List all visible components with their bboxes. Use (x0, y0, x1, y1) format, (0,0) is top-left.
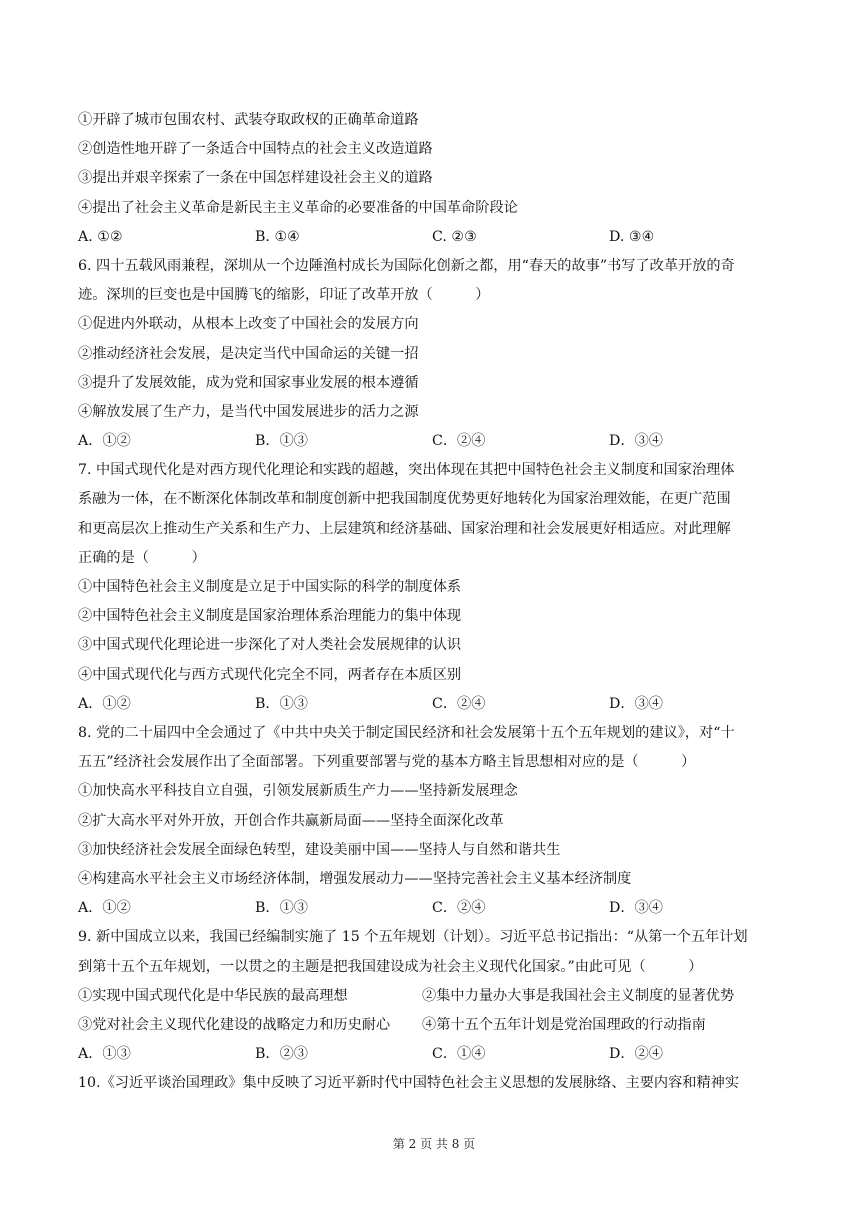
answer-choice-b: B. ①④ (255, 228, 300, 245)
question-stem-line: 系融为一体，在不断深化体制改革和制度创新中把我国制度优势更好地转化为国家治理效能，在更广范围 (78, 491, 731, 508)
answer-choice-d: D．③④ (609, 433, 663, 450)
question-10 (78, 1069, 794, 1098)
option-item: ②集中力量办大事是我国社会主义制度的显著优势 (422, 987, 735, 1004)
option-item: ①促进内外联动，从根本上改变了中国社会的发展方向 (78, 316, 419, 333)
option-item: ①开辟了城市包围农村、武装夺取政权的正确革命道路 (78, 112, 419, 128)
question-stem-line: 6. 四十五载风雨兼程，深圳从一个边陲渔村成长为国际化创新之都，用“春天的故事”书写了改革开放的奇 (78, 257, 735, 274)
question-stem-line: 8. 党的二十届四中全会通过了《中共中央关于制定国民经济和社会发展第十五个五年规划的建议》，对“十 (78, 725, 735, 742)
answer-choice-c: C．②④ (432, 900, 486, 917)
option-item: ②创造性地开辟了一条适合中国特点的社会主义改造道路 (78, 141, 433, 158)
option-item: ③加快经济社会发展全面绿色转型，建设美丽中国——坚持人与自然和谐共生 (78, 841, 561, 858)
answer-choice-a: A．①② (78, 900, 131, 917)
question-stem-line: 和更高层次上推动生产关系和生产力、上层建筑和经济基础、国家治理和社会发展更好相适应。对此理解 (78, 520, 731, 537)
answer-choice-d: D．③④ (609, 900, 663, 917)
option-pair-row (78, 982, 794, 1011)
answer-choice-c: C．②④ (432, 433, 486, 450)
answer-choice-a: A．①② (78, 433, 131, 450)
option-item: ④提出了社会主义革命是新民主主义革命的必要准备的中国革命阶段论 (78, 199, 518, 216)
question-stem-line: 7. 中国式现代化是对西方现代化理论和实践的超越，突出体现在其把中国特色社会主义制度和国家治理体 (78, 462, 735, 479)
option-item: ②扩大高水平对外开放，开创合作共赢新局面——坚持全面深化改革 (78, 812, 504, 829)
answer-choice-b: B．①③ (255, 433, 308, 450)
question-stem-line: 9. 新中国成立以来，我国已经编制实施了 15 个五年规划（计划）。习近平总书记指出：“从第一个五年计划 (78, 929, 748, 946)
question-stem-line: 到第十五个五年规划，一以贯之的主题是把我国建设成为社会主义现代化国家。”由此可见（ ） (78, 958, 703, 975)
option-item: ③党对社会主义现代化建设的战略定力和历史耐心 (78, 1016, 391, 1033)
answer-choice-a: A．①③ (78, 1046, 131, 1063)
option-item: ③中国式现代化理论进一步深化了对人类社会发展规律的认识 (78, 637, 462, 654)
answer-choice-a: A．①② (78, 695, 131, 712)
option-item: ①实现中国式现代化是中华民族的最高理想 (78, 987, 348, 1004)
answer-choice-d: D. ③④ (609, 228, 655, 245)
question-stem-line: 正确的是（ ） (78, 549, 206, 566)
page-content (78, 106, 794, 1099)
answer-choice-b: B．①③ (255, 900, 308, 917)
option-item: ④第十五个五年计划是党治国理政的行动指南 (422, 1016, 706, 1033)
question-7-answers (78, 690, 794, 719)
answer-choice-d: D．③④ (609, 695, 663, 712)
answer-choice-c: C．①④ (432, 1046, 486, 1063)
question-stem-line: 迹。深圳的巨变也是中国腾飞的缩影，印证了改革开放（ ） (78, 287, 490, 304)
question-8-answers (78, 894, 794, 923)
question-6 (78, 252, 794, 456)
option-item: ③提出并艰辛探索了一条在中国怎样建设社会主义的道路 (78, 170, 433, 187)
answer-choice-d: D．②④ (609, 1046, 663, 1063)
option-item: ②推动经济社会发展，是决定当代中国命运的关键一招 (78, 345, 419, 362)
option-item: ④中国式现代化与西方式现代化完全不同，两者存在本质区别 (78, 666, 462, 683)
page-footer: 第 2 页 共 8 页 (392, 1137, 476, 1151)
question-stem-line: 五五”经济社会发展作出了全面部署。下列重要部署与党的基本方略主旨思想相对应的是（ ） (78, 754, 696, 771)
answer-choice-a: A. ①② (78, 228, 123, 245)
question-stem-line: 10.《习近平谈治国理政》集中反映了习近平新时代中国特色社会主义思想的发展脉络、主要内容和精神实 (78, 1075, 740, 1092)
question-5-options (78, 106, 794, 223)
option-pair-row (78, 1011, 794, 1040)
option-item: ④构建高水平社会主义市场经济体制，增强发展动力——坚持完善社会主义基本经济制度 (78, 871, 632, 887)
answer-choice-b: B．②③ (255, 1046, 308, 1063)
answer-choice-b: B．①③ (255, 695, 308, 712)
question-6-answers (78, 427, 794, 456)
option-item: ②中国特色社会主义制度是国家治理体系治理能力的集中体现 (78, 608, 462, 625)
option-item: ③提升了发展效能，成为党和国家事业发展的根本遵循 (78, 374, 419, 391)
question-8 (78, 719, 794, 923)
question-9-answers (78, 1040, 794, 1069)
question-7 (78, 456, 794, 719)
answer-choice-c: C．②④ (432, 695, 486, 712)
option-item: ①中国特色社会主义制度是立足于中国实际的科学的制度体系 (78, 579, 462, 596)
question-9 (78, 923, 794, 1069)
question-5-answers (78, 223, 794, 252)
option-item: ④解放发展了生产力，是当代中国发展进步的活力之源 (78, 403, 419, 420)
answer-choice-c: C. ②③ (432, 228, 477, 245)
option-item: ①加快高水平科技自立自强，引领发展新质生产力——坚持新发展理念 (78, 783, 518, 800)
